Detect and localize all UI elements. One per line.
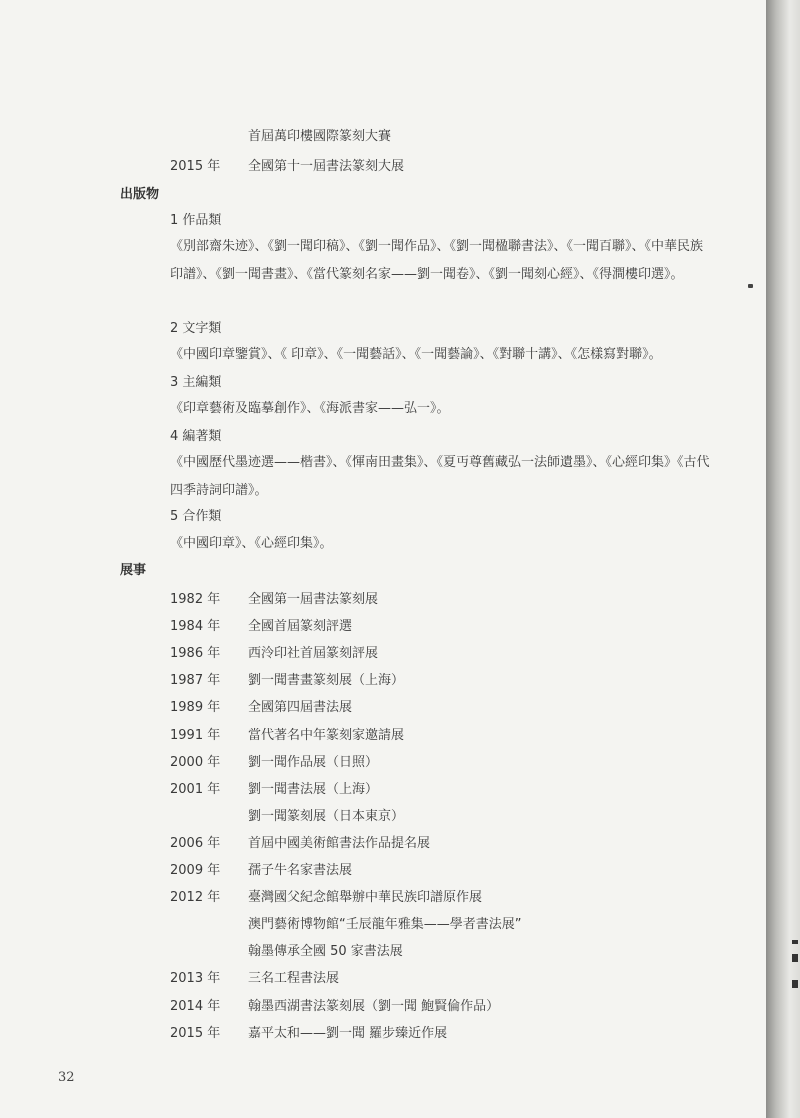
exhibition-year: 2012 年 <box>170 890 221 905</box>
cat2-title: 2 文字類 <box>170 321 222 336</box>
exhibition-event: 嘉平太和——劉一聞 羅步臻近作展 <box>248 1026 448 1041</box>
exhibition-year: 2015 年 <box>170 1026 221 1041</box>
edge-mark <box>792 980 798 988</box>
exhibition-event: 孺子牛名家書法展 <box>248 863 353 878</box>
cat5-title: 5 合作類 <box>170 509 222 524</box>
exhibition-year: 2009 年 <box>170 863 221 878</box>
exhibition-event: 劉一聞書法展（上海） <box>248 782 379 797</box>
exhibition-event: 翰墨西湖書法篆刻展（劉一聞 鮑賢倫作品） <box>248 999 500 1014</box>
exhibition-year: 2006 年 <box>170 836 221 851</box>
exhibition-event: 臺灣國父紀念館舉辦中華民族印譜原作展 <box>248 890 483 905</box>
exhibitions-heading: 展事 <box>120 563 147 578</box>
exhibition-event: 當代著名中年篆刻家邀請展 <box>248 728 405 743</box>
cat3-text: 《印章藝術及臨摹創作》、《海派書家——弘一》。 <box>170 401 450 416</box>
exhibition-year: 2014 年 <box>170 999 221 1014</box>
cat4-text: 《中國歷代墨迹選——楷書》、《惲南田畫集》、《夏丏尊舊藏弘一法師遺墨》、《心經印集》《古代四季詩詞印譜》。 <box>170 455 710 498</box>
exhibition-event: 全國第一屆書法篆刻展 <box>248 592 379 607</box>
exhibition-year: 2013 年 <box>170 971 221 986</box>
top-line-competition: 首屆萬印樓國際篆刻大賽 <box>248 129 392 144</box>
exhibition-year: 2000 年 <box>170 755 221 770</box>
exhibition-year: 1982 年 <box>170 592 221 607</box>
cat2-text: 《中國印章鑒賞》、《 印章》、《一聞藝話》、《一聞藝論》、《對聯十講》、《怎樣寫對聯》。 <box>170 347 662 362</box>
exhibition-year: 1984 年 <box>170 619 221 634</box>
cat4-title: 4 編著類 <box>170 429 222 444</box>
exhibition-event: 澳門藝術博物館“壬辰龍年雅集——學者書法展” <box>248 917 522 932</box>
exhibition-event: 三名工程書法展 <box>248 971 340 986</box>
exhibition-event: 西泠印社首屆篆刻評展 <box>248 646 379 661</box>
cat5-text: 《中國印章》、《心經印集》。 <box>170 536 333 551</box>
exhibition-year: 2001 年 <box>170 782 221 797</box>
ink-speck <box>748 284 753 288</box>
exhibition-event: 翰墨傳承全國 50 家書法展 <box>248 944 403 959</box>
edge-mark <box>792 954 798 962</box>
exhibition-event: 全國首屆篆刻評選 <box>248 619 353 634</box>
cat3-title: 3 主編類 <box>170 375 222 390</box>
edge-mark <box>792 940 798 944</box>
exhibition-event: 全國第四屆書法展 <box>248 700 353 715</box>
exhibition-year: 1989 年 <box>170 700 221 715</box>
edge-marks <box>792 940 798 1006</box>
exhibition-event: 首屆中國美術館書法作品提名展 <box>248 836 431 851</box>
page-number: 32 <box>58 1070 75 1085</box>
exhibition-year: 1986 年 <box>170 646 221 661</box>
publications-heading: 出版物 <box>120 187 160 202</box>
top-line-exhibition: 全國第十一屆書法篆刻大展 <box>248 159 405 174</box>
exhibition-event: 劉一聞書畫篆刻展（上海） <box>248 673 405 688</box>
cat1-text: 《別部齋朱迹》、《劉一聞印稿》、《劉一聞作品》、《劉一聞楹聯書法》、《一聞百聯》、《中華民族印譜》、《劉一聞書畫》、《當代篆刻名家——劉一聞卷》、《劉一聞刻心經》、《得澗樓印選》。 <box>170 239 704 282</box>
exhibition-event: 劉一聞篆刻展（日本東京） <box>248 809 405 824</box>
top-line-year: 2015 年 <box>170 159 221 174</box>
exhibition-year: 1991 年 <box>170 728 221 743</box>
cat1-title: 1 作品類 <box>170 213 222 228</box>
exhibition-event: 劉一聞作品展（日照） <box>248 755 379 770</box>
exhibition-year: 1987 年 <box>170 673 221 688</box>
